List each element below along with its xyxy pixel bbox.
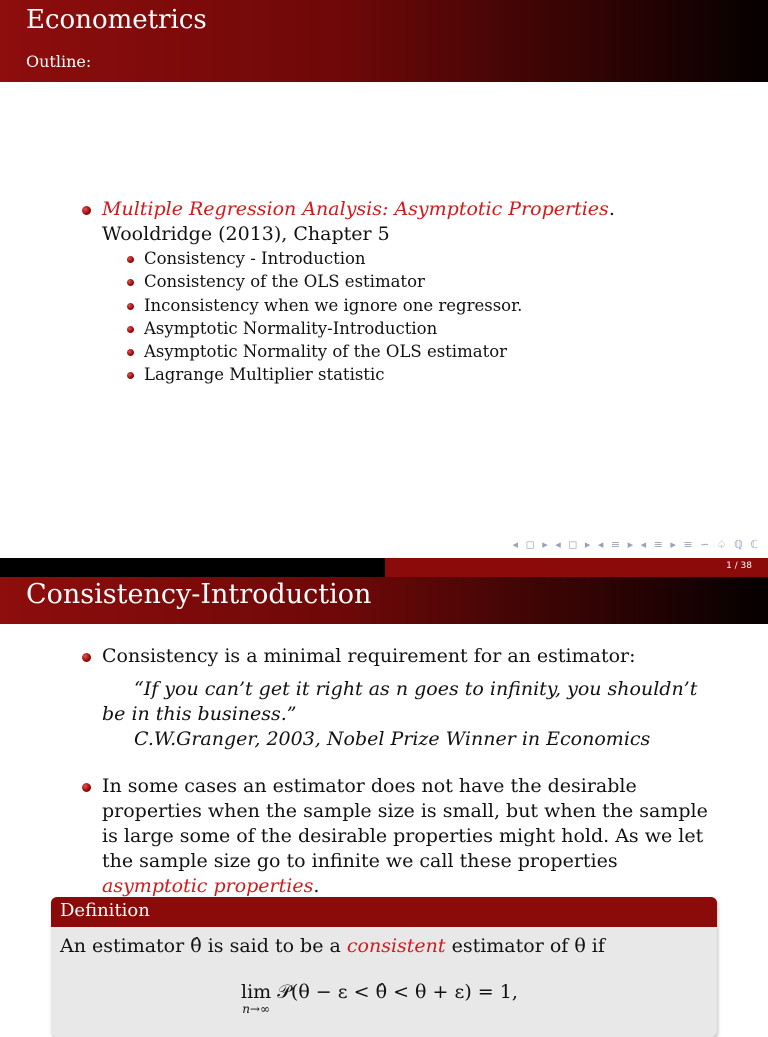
bullet-asymptotic [102, 774, 722, 899]
slide-title: Econometrics [26, 5, 207, 35]
outline-subitem[interactable]: Lagrange Multiplier statistic [144, 363, 702, 386]
slide-2 [0, 577, 768, 1024]
chapter-reference: . Wooldridge (2013), Chapter 5 [102, 198, 615, 245]
quote-attribution: C.W.Granger, 2003, Nobel Prize Winner in Economics [134, 728, 651, 750]
outline-main-item [102, 197, 702, 387]
definition-header [51, 897, 717, 927]
title-bar [0, 0, 768, 82]
outline-sublist [144, 247, 702, 387]
chapter-title-link[interactable]: Multiple Regression Analysis: Asymptotic Properties [102, 198, 609, 220]
limit-operator [241, 981, 271, 1015]
title-bar [0, 577, 768, 624]
definition-text-post: estimator of θ if [445, 935, 605, 957]
content-list-1 [102, 644, 722, 752]
definition-text-pre: An estimator θ̂ is said to be a [60, 935, 347, 957]
beamer-navigation-icons[interactable]: ◂ ◻ ▸ ◂ ◻ ▸ ◂ ≡ ▸ ◂ ≡ ▸ ≡ ∽ ♤ ℚ ℂ [512, 538, 760, 551]
outline-subitem[interactable]: Asymptotic Normality-Introduction [144, 317, 702, 340]
outline-subitem[interactable]: Inconsistency when we ignore one regressor. [144, 294, 702, 317]
slide-title: Consistency-Introduction [26, 579, 372, 610]
bullet-text: Consistency is a minimal requirement for an estimator: [102, 645, 636, 667]
consistent-term: consistent [346, 935, 446, 957]
definition-header-label: Definition [60, 900, 150, 921]
definition-text [60, 935, 605, 957]
outline-subitem[interactable]: Consistency - Introduction [144, 247, 702, 270]
footer-right [385, 558, 768, 577]
outline-list [102, 197, 702, 387]
outline-subitem[interactable]: Asymptotic Normality of the OLS estimator [144, 340, 702, 363]
limit-formula [241, 981, 518, 1015]
lim-subscript: n→∞ [242, 1002, 270, 1016]
bullet-consistency [102, 644, 722, 752]
bullet-text: In some cases an estimator does not have the desirable properties when the sample size is small, but when the sample is large some of the desirable properties might hold. As we let the sample size go to infinite we call these properties [102, 775, 708, 872]
outline-subitem[interactable]: Consistency of the OLS estimator [144, 270, 702, 293]
bullet-end: . [313, 875, 320, 897]
content-list-2 [102, 774, 722, 899]
definition-block [51, 897, 717, 1037]
asymptotic-properties-term: asymptotic properties [102, 875, 314, 897]
page-number: 1 / 38 [726, 561, 752, 571]
granger-quote: “If you can’t get it right as n goes to infinity, you shouldn’t be in this business.” [102, 678, 698, 725]
lim-text: lim [241, 981, 272, 1003]
slide-subtitle: Outline: [26, 52, 92, 71]
probability-expression: 𝒫(θ − ε < θ̂ < θ + ε) = 1, [277, 981, 518, 1003]
footer-left [0, 558, 385, 577]
